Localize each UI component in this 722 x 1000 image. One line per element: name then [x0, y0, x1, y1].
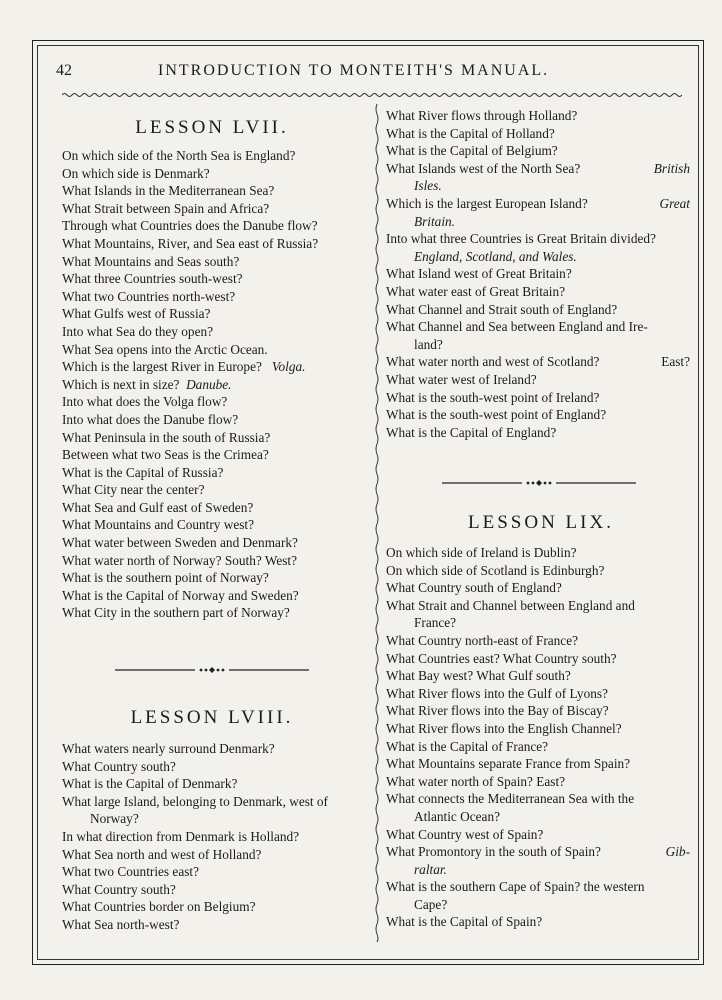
- question-line: What Sea north and west of Holland?: [62, 846, 262, 862]
- question-line: What Peninsula in the south of Russia?: [62, 429, 271, 445]
- ornament-divider: [115, 666, 309, 674]
- question-line: What is the southern point of Norway?: [62, 570, 269, 586]
- answer-text: raltar.: [414, 861, 447, 877]
- answer-text: British: [653, 160, 690, 176]
- column-divider: [374, 104, 380, 942]
- answer-text: Danube.: [186, 376, 232, 392]
- question-line: What is the Capital of France?: [386, 738, 549, 754]
- question-line: What River flows into the English Channel?: [386, 720, 622, 736]
- question-line: What Sea and Gulf east of Sweden?: [62, 499, 254, 515]
- question-line: What is the Capital of Spain?: [386, 914, 543, 930]
- question-line: What River flows through Holland?: [386, 108, 578, 123]
- question-line: What Bay west? What Gulf south?: [386, 668, 571, 684]
- question-line: What City near the center?: [62, 482, 205, 498]
- question-line: What Country south?: [62, 881, 176, 897]
- ornament-divider: [442, 479, 636, 487]
- question-line: What Strait and Channel between England and: [386, 597, 635, 613]
- question-line: What Sea opens into the Arctic Ocean.: [62, 341, 268, 357]
- question-line: What water north of Spain? East?: [386, 773, 566, 789]
- question-line: What River flows into the Gulf of Lyons?: [386, 685, 608, 701]
- question-line: Atlantic Ocean?: [414, 808, 501, 824]
- question-line: What Mountains, River, and Sea east of Russia?: [62, 235, 319, 251]
- question-line: What River flows into the Bay of Biscay?: [386, 703, 609, 719]
- question-line: What water east of Great Britain?: [386, 283, 566, 299]
- question-line: What Country south of England?: [386, 580, 562, 596]
- lesson-59-questions: [386, 544, 696, 931]
- question-line: What Mountains separate France from Spain?: [386, 756, 631, 772]
- question-line: On which side of Ireland is Dublin?: [386, 545, 577, 560]
- question-line: What Country south?: [62, 758, 176, 774]
- question-line: What Strait between Spain and Africa?: [62, 200, 270, 216]
- answer-text: Volga.: [271, 359, 306, 375]
- question-line: What is the Capital of Denmark?: [62, 776, 238, 792]
- lesson-57-questions: [62, 147, 362, 622]
- question-line: Into what Sea do they open?: [62, 323, 214, 339]
- answer-text: England, Scotland, and Wales.: [414, 248, 577, 264]
- question-line: What Countries border on Belgium?: [62, 899, 256, 915]
- question-line: What is the Capital of Holland?: [386, 125, 555, 141]
- question-line: Through what Countries does the Danube flow?: [62, 218, 318, 234]
- question-text: What water north and west of Scotland?: [386, 354, 600, 370]
- question-line: Norway?: [90, 811, 139, 827]
- question-line: What Sea north-west?: [62, 916, 180, 932]
- answer-text: Britain.: [414, 213, 456, 229]
- answer-text: Isles.: [414, 178, 442, 194]
- question-line: Into what three Countries is Great Britain divided?: [386, 231, 656, 247]
- question-line: What water between Sweden and Denmark?: [62, 535, 298, 551]
- question-line: land?: [414, 336, 443, 352]
- question-line: What City in the southern part of Norway?: [62, 605, 290, 621]
- answer-text: East?: [661, 354, 690, 370]
- question-line: What is the south-west point of England?: [386, 407, 607, 423]
- question-line: On which side is Denmark?: [62, 165, 210, 181]
- question-line: What water north of Norway? South? West?: [62, 552, 298, 568]
- question-line: What large Island, belonging to Denmark, west of: [62, 793, 328, 809]
- question-line: What waters nearly surround Denmark?: [62, 741, 275, 756]
- question-text: Which is the largest River in Europe?: [62, 359, 262, 375]
- answer-text: Gib-: [665, 844, 690, 860]
- question-line: What two Countries east?: [62, 864, 199, 880]
- question-text: Which is the largest European Island?: [386, 195, 588, 211]
- question-line: Cape?: [414, 896, 448, 912]
- lesson-58-continued: [386, 107, 696, 441]
- question-line: Into what does the Danube flow?: [62, 411, 239, 427]
- question-line: What Islands in the Mediterranean Sea?: [62, 183, 275, 199]
- question-line: What Gulfs west of Russia?: [62, 306, 211, 322]
- question-line: What two Countries north-west?: [62, 288, 236, 304]
- answer-text: Great: [659, 195, 690, 211]
- question-line: What Channel and Sea between England and Ire-: [386, 319, 648, 335]
- question-line: What Channel and Strait south of England?: [386, 301, 618, 317]
- question-line: What water west of Ireland?: [386, 371, 537, 387]
- question-line: Between what two Seas is the Crimea?: [62, 447, 269, 463]
- question-line: [62, 358, 362, 376]
- page-header: [56, 62, 696, 84]
- lesson-58-questions: [62, 740, 362, 934]
- lesson-58-title: LESSON LVIII.: [130, 707, 294, 728]
- question-line: What Country west of Spain?: [386, 826, 544, 842]
- question-line: [386, 843, 696, 861]
- page-number: 42: [56, 62, 72, 79]
- question-line: [386, 160, 696, 178]
- lesson-57-title: LESSON LVII.: [135, 117, 289, 138]
- question-line: What is the Capital of Russia?: [62, 464, 224, 480]
- question-line: France?: [414, 615, 457, 631]
- question-line: What connects the Mediterranean Sea with the: [386, 791, 635, 807]
- question-line: What is the Capital of England?: [386, 424, 557, 440]
- question-line: What three Countries south-west?: [62, 271, 243, 287]
- question-line: What Mountains and Seas south?: [62, 253, 240, 269]
- question-line: What Mountains and Country west?: [62, 517, 255, 533]
- question-line: Into what does the Volga flow?: [62, 394, 228, 410]
- question-line: What is the Capital of Norway and Sweden?: [62, 587, 299, 603]
- question-line: [62, 376, 362, 394]
- question-line: What Countries east? What Country south?: [386, 650, 617, 666]
- question-text: What Promontory in the south of Spain?: [386, 844, 601, 860]
- running-title: INTRODUCTION TO MONTEITH'S MANUAL.: [158, 62, 550, 79]
- question-line: What Country north-east of France?: [386, 632, 578, 648]
- question-line: What is the southern Cape of Spain? the western: [386, 879, 645, 895]
- question-text: Which is next in size?: [62, 376, 180, 392]
- question-line: What is the south-west point of Ireland?: [386, 389, 600, 405]
- question-line: [386, 195, 696, 213]
- question-line: [386, 353, 696, 371]
- question-line: In what direction from Denmark is Holland?: [62, 828, 300, 844]
- question-text: What Islands west of the North Sea?: [386, 160, 581, 176]
- question-line: What Island west of Great Britain?: [386, 266, 572, 282]
- lesson-59-title: LESSON LIX.: [468, 512, 614, 533]
- question-line: On which side of Scotland is Edinburgh?: [386, 562, 605, 578]
- question-line: What is the Capital of Belgium?: [386, 143, 558, 159]
- header-wavy-rule: [62, 90, 682, 100]
- question-line: On which side of the North Sea is England?: [62, 148, 296, 163]
